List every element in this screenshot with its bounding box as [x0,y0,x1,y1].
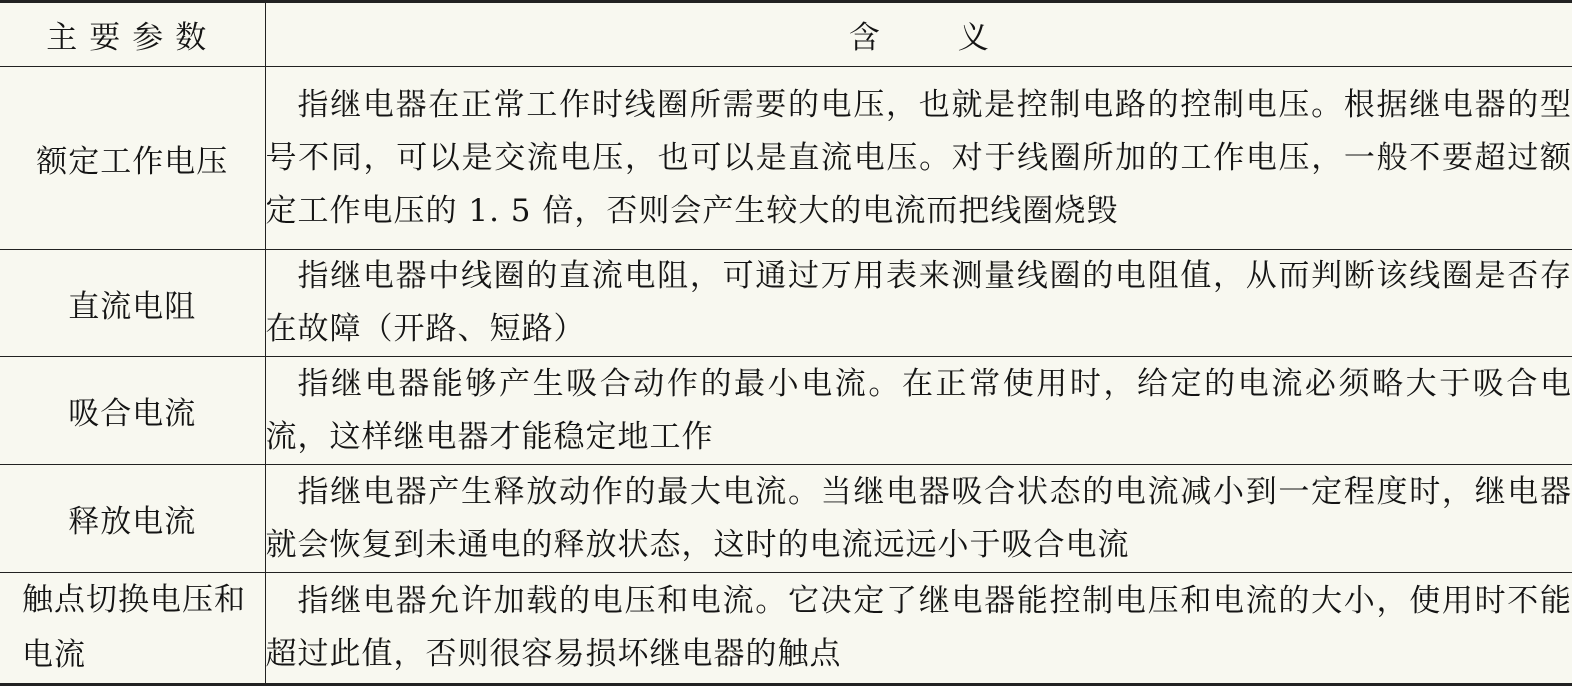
table-row [0,465,1572,573]
param-meaning: 指继电器中线圈的直流电阻，可通过万用表来测量线圈的电阻值，从而判断该线圈是否存在故障（开路、短路） [265,250,1572,357]
param-name: 释放电流 [0,465,265,573]
param-meaning: 指继电器产生释放动作的最大电流。当继电器吸合状态的电流减小到一定程度时，继电器就会恢复到未通电的释放状态，这时的电流远远小于吸合电流 [265,465,1572,573]
table-header-row [0,2,1572,67]
param-name: 吸合电流 [0,357,265,465]
param-name: 直流电阻 [0,250,265,357]
header-param [0,2,265,67]
header-meaning [265,2,1572,67]
param-name: 触点切换电压和电流 [0,573,265,685]
table-row [0,573,1572,685]
param-meaning: 指继电器允许加载的电压和电流。它决定了继电器能控制电压和电流的大小，使用时不能超过此值，否则很容易损坏继电器的触点 [265,583,1572,672]
param-name: 额定工作电压 [0,67,265,250]
table-row [0,250,1572,357]
param-meaning: 指继电器能够产生吸合动作的最小电流。在正常使用时，给定的电流必须略大于吸合电流，这样继电器才能稳定地工作 [265,357,1572,465]
param-meaning: 指继电器在正常工作时线圈所需要的电压，也就是控制电路的控制电压。根据继电器的型号不同，可以是交流电压，也可以是直流电压。对于线圈所加的工作电压，一般不要超过额定工作电压的 1. 5 倍，否则会产生较大的电流而把线圈烧毁 [265,67,1572,250]
table-row [0,67,1572,250]
table-row [0,357,1572,465]
header-meaning-label: 含义 [848,20,1067,56]
header-param-label: 主要参数 [46,20,219,56]
